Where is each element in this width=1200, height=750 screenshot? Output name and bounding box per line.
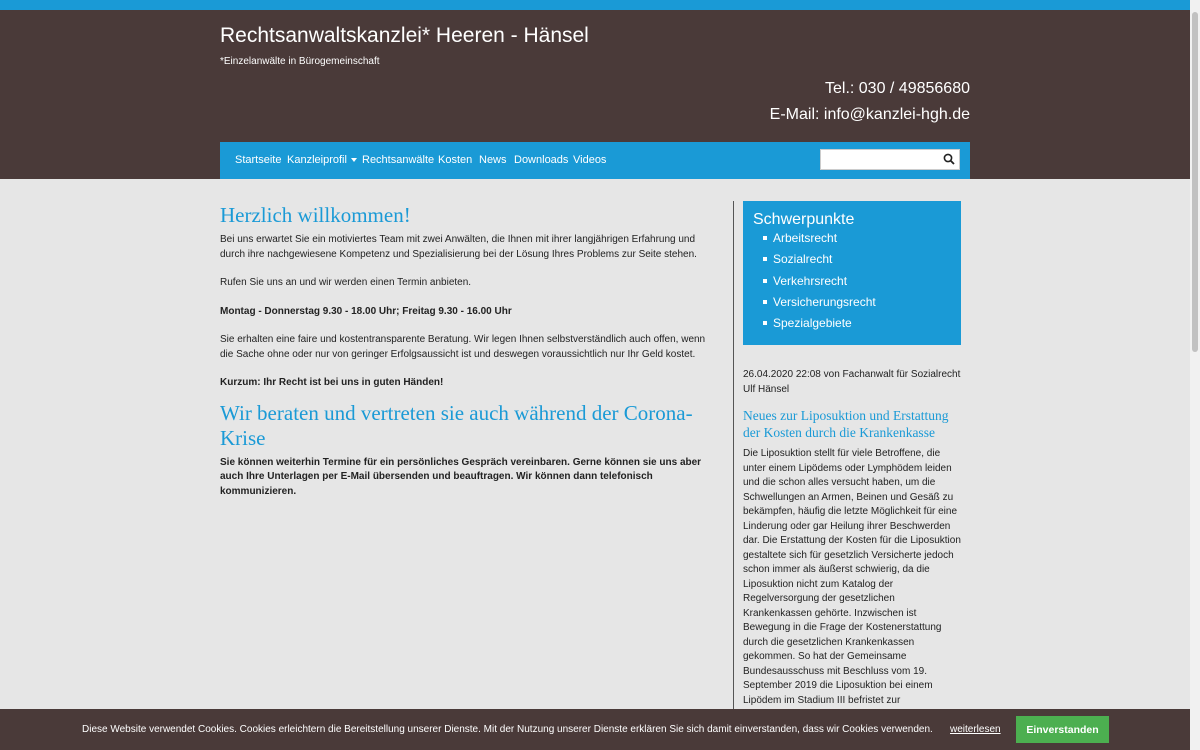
focus-areas-box <box>743 201 961 345</box>
news-title-link[interactable]: Neues zur Liposuktion und Erstattung der Kosten durch die Krankenkasse <box>743 408 949 440</box>
corona-heading: Wir beraten und vertreten sie auch während der Corona-Krise <box>220 400 693 450</box>
cookie-banner <box>0 709 1190 750</box>
fair-pricing-text: Sie erhalten eine faire und kostentransparente Beratung. Wir legen Ihnen selbstverständlich auch offen, wenn die Sache ohne oder nur von geringer Erfolgsaussicht ist und deswegen voraussichtlich nur Ihr Geld kostet. <box>220 334 706 360</box>
nav-rechtsanwaelte[interactable]: Rechtsanwälte <box>362 154 435 166</box>
nav-kanzleiprofil-dropdown[interactable] <box>287 154 357 166</box>
call-text: Rufen Sie uns an und wir werden einen Termin anbieten. <box>220 277 472 288</box>
phone-number: Tel.: 030 / 49856680 <box>824 80 970 97</box>
main-navigation <box>220 142 970 179</box>
focus-arbeitsrecht[interactable]: Arbeitsrecht <box>763 230 876 251</box>
focus-sozialrecht[interactable]: Sozialrecht <box>763 251 876 272</box>
focus-areas-title: Schwerpunkte <box>753 211 855 228</box>
focus-verkehrsrecht[interactable]: Verkehrsrecht <box>763 273 876 294</box>
news-body: Die Liposuktion stellt für viele Betroffene, die unter einem Lipödems oder Lymphödem leiden und die schon alles versucht haben, um die Schwellungen an Armen, Beinen und Gesäß zu bekämpfen, häufig die letzte Möglichkeit für eine Linderung oder gar Heilung ihrer Beschwerden dar. Die Erstattung der Kosten für die Liposuktion gestaltete sich für gesetzlich Versicherte jedoch schon immer als äußerst schwierig, da die Liposuktion nicht zum Katalog der Regelversorgung der gesetzlichen Krankenkassen gehörte. Inzwischen ist Bewegung in die Frage der Kostenerstattung durch die gesetzlichen Krankenkassen gekommen. So hat der Gemeinsame Bundesausschuss mit Beschluss vom 19. September 2019 die Liposuktion bei einem Lipödem im Stadium III befristet zur <box>743 448 961 706</box>
kurzum-text: Kurzum: Ihr Recht ist bei uns in guten Händen! <box>220 377 444 388</box>
corona-text: Sie können weiterhin Termine für ein persönliches Gespräch vereinbaren. Gerne können sie uns aber auch Ihre Unterlagen per E-Mail übersenden und beauftragen. Wir können dann telefonisch kommunizieren. <box>220 456 702 497</box>
focus-areas-list <box>763 230 876 336</box>
chevron-down-icon <box>351 158 357 162</box>
news-meta: 26.04.2020 22:08 von Fachanwalt für Sozialrecht Ulf Hänsel <box>743 369 961 395</box>
main-content <box>220 200 710 729</box>
search-icon[interactable] <box>943 153 955 165</box>
nav-kanzleiprofil-label: Kanzleiprofil <box>287 154 347 166</box>
scrollbar-thumb[interactable] <box>1192 12 1198 352</box>
nav-videos[interactable]: Videos <box>573 154 607 166</box>
video-embed-area <box>220 499 710 709</box>
nav-news[interactable]: News <box>479 154 507 166</box>
focus-spezialgebiete[interactable]: Spezialgebiete <box>763 315 876 336</box>
page-scrollbar[interactable] <box>1190 0 1200 750</box>
column-divider <box>733 201 734 721</box>
search-input[interactable] <box>821 150 939 169</box>
focus-versicherungsrecht[interactable]: Versicherungsrecht <box>763 294 876 315</box>
site-title[interactable]: Rechtsanwaltskanzlei* Heeren - Hänsel <box>220 24 589 47</box>
top-accent-bar <box>0 0 1190 10</box>
cookie-text: Diese Website verwendet Cookies. Cookies erleichtern die Bereitstellung unserer Dienste. Mit der Nutzung unserer Dienste erklären Sie sich damit einverstanden, dass wir Cookies verwenden. <box>82 724 933 735</box>
nav-startseite[interactable]: Startseite <box>235 154 282 166</box>
opening-hours: Montag - Donnerstag 9.30 - 18.00 Uhr; Freitag 9.30 - 16.00 Uhr <box>220 305 512 317</box>
cookie-readmore-link[interactable]: weiterlesen <box>950 724 1001 735</box>
nav-downloads[interactable]: Downloads <box>514 154 569 166</box>
nav-kosten[interactable]: Kosten <box>438 154 473 166</box>
cookie-accept-button[interactable]: Einverstanden <box>1016 716 1109 743</box>
search-box <box>820 149 960 170</box>
site-header <box>0 10 1190 179</box>
email-address[interactable]: E-Mail: info@kanzlei-hgh.de <box>769 106 970 123</box>
welcome-heading: Herzlich willkommen! <box>220 203 411 227</box>
site-subtitle: *Einzelanwälte in Bürogemeinschaft <box>220 56 380 67</box>
intro-text: Bei uns erwartet Sie ein motiviertes Team mit zwei Anwälten, die Ihnen mit ihrer langjährigen Erfahrung und durch ihre nachgewiesene Kompetenz und Spezialisierung bei der Lösung Ihres Problems zur Seite stehen. <box>220 234 697 260</box>
